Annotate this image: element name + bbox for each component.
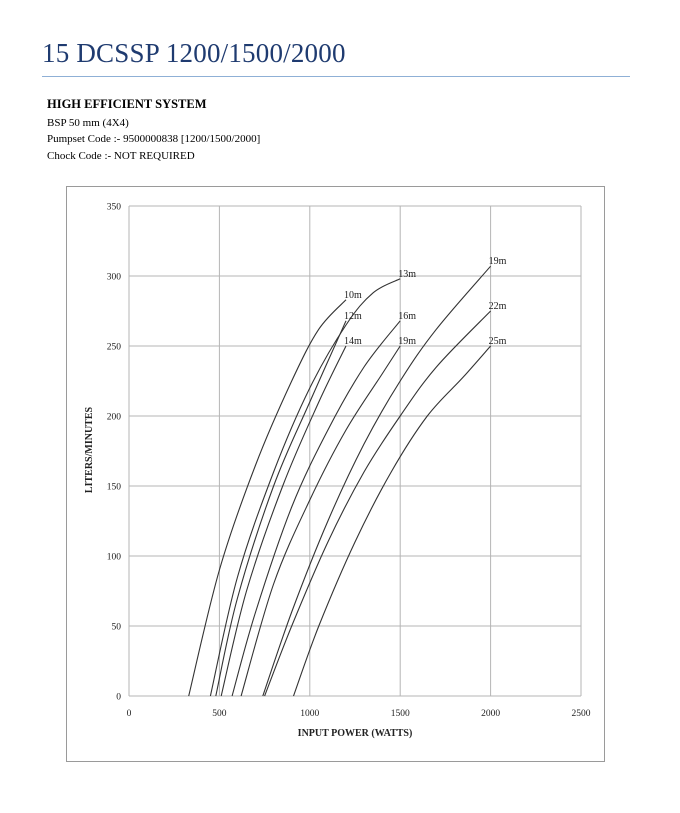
series-labels: [344, 256, 507, 347]
series-label-19m: 19m: [398, 336, 416, 347]
series-line-13m: [210, 279, 400, 696]
y-tick-label: 250: [106, 342, 121, 353]
info-line-chock: Chock Code :- NOT REQUIRED: [47, 149, 195, 162]
series-line-25m: [294, 346, 491, 696]
x-tick-label: 0: [126, 709, 132, 719]
x-tick-label: 2000: [481, 709, 501, 719]
y-tick-label: 150: [106, 482, 121, 493]
y-axis-label: LITERS/MINUTES: [84, 406, 95, 494]
series-label-19m: 19m: [488, 256, 507, 268]
y-tick-label: 50: [111, 622, 121, 633]
x-tick-label: 1500: [390, 709, 410, 719]
tick-labels: [107, 203, 591, 720]
info-line-pumpset: Pumpset Code :- 9500000838 [1200/1500/2000]: [47, 133, 261, 145]
x-tick-label: 1000: [300, 709, 320, 719]
grid-lines: [129, 206, 581, 696]
series-line-16m: [232, 321, 400, 696]
x-tick-label: 500: [212, 709, 227, 719]
info-line-bsp: BSP 50 mm (4X4): [47, 116, 129, 129]
x-axis-label: INPUT POWER (WATTS): [297, 728, 413, 739]
series-line-22m: [265, 311, 491, 696]
y-tick-label: 100: [106, 552, 121, 563]
y-tick-label: 0: [116, 692, 121, 703]
y-tick-label: 300: [106, 272, 121, 283]
series-lines: [189, 266, 491, 696]
series-label-22m: 22m: [488, 301, 507, 312]
chart-frame: [66, 186, 605, 762]
series-label-13m: 13m: [398, 268, 416, 280]
series-label-25m: 25m: [488, 336, 507, 347]
series-label-16m: 16m: [398, 310, 416, 322]
y-tick-label: 200: [106, 412, 121, 423]
series-label-12m: 12m: [343, 310, 362, 322]
y-tick-label: 350: [106, 202, 121, 213]
performance-chart: [67, 187, 606, 763]
series-label-14m: 14m: [343, 336, 362, 347]
system-info: [47, 96, 260, 164]
series-line-19m: [263, 266, 491, 696]
series-line-10m: [189, 300, 346, 696]
series-line-12m: [216, 321, 346, 696]
x-tick-label: 2500: [571, 709, 591, 719]
title-divider: [42, 76, 630, 77]
series-label-10m: 10m: [343, 289, 362, 301]
page-title: 15 DCSSP 1200/1500/2000: [42, 38, 346, 68]
system-heading: HIGH EFFICIENT SYSTEM: [47, 97, 207, 111]
